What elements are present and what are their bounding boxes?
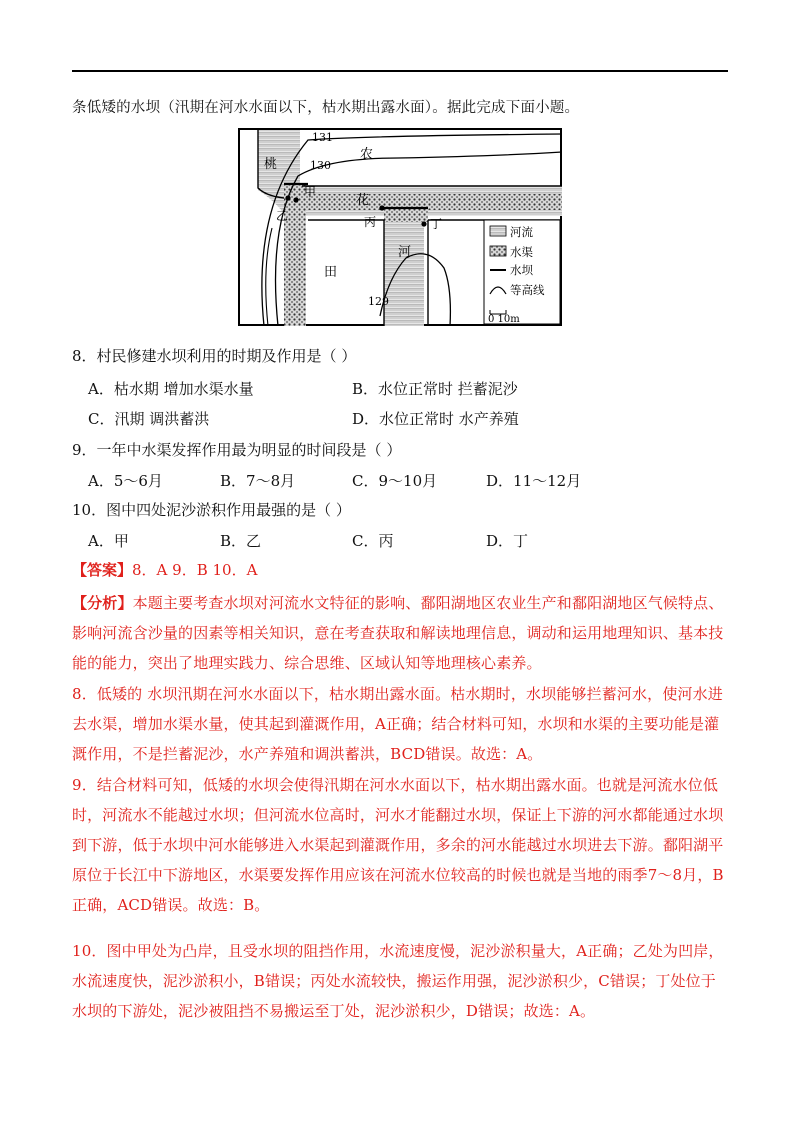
contour-label-131: 131 bbox=[312, 131, 333, 144]
canal-horizontal bbox=[304, 194, 562, 210]
q8-option-c: C．汛期 调洪蓄洪 bbox=[88, 410, 210, 428]
answer-text: 8．A 9．B 10．A bbox=[132, 561, 258, 579]
label-he: 河 bbox=[398, 245, 412, 260]
legend-river: 河流 bbox=[510, 225, 533, 239]
q9-option-c: C．9～10月 bbox=[352, 472, 438, 490]
explanation-8: 8．低矮的 水坝汛期在河水水面以下，枯水期出露水面。枯水期时，水坝能够拦蓄河水，使河水进去水渠，增加水渠水量，使其起到灌溉作用，A正确；结合材料可知，水坝和水渠的主要功能是灌溉作用，不是拦蓄泥沙，水产养殖和调洪蓄洪，BCD错误。故选：A。 bbox=[72, 685, 723, 763]
q10-option-a: A．甲 bbox=[88, 532, 129, 550]
analysis-text: 本题主要考查水坝对河流水文特征的影响、鄱阳湖地区农业生产和鄱阳湖地区气候特点、影响河流含沙量的因素等相关知识，意在考查获取和解读地理信息，调动和运用地理知识、基本技能的能力，突出了地理实践力、综合思维、区域认知等地理核心素养。 bbox=[72, 594, 724, 672]
canal-bing bbox=[384, 208, 428, 222]
canal-vertical bbox=[284, 184, 306, 326]
explanation-9: 9．结合材料可知，低矮的水坝会使得汛期在河水水面以下，枯水期出露水面。也就是河流水位低时，河流水不能越过水坝；但河流水位高时，河水才能翻过水坝，保证上下游的河水都能通过水坝到下游，低于水坝中河水能够进入水渠起到灌溉作用，多余的河水能越过水坝进去下游。鄱阳湖平原位于长江中下游地区，水渠要发挥作用应该在河流水位较高的时候也就是当地的雨季7～8月，B正确，ACD错误。故选：B。 bbox=[72, 776, 724, 914]
answer-line bbox=[72, 560, 257, 580]
legend-dam: 水坝 bbox=[510, 263, 533, 277]
point-yi bbox=[285, 195, 290, 200]
header-rule bbox=[72, 70, 728, 72]
question-10-stem: 10．图中四处泥沙淤积作用最强的是（ ） bbox=[72, 501, 351, 519]
point-jia bbox=[293, 197, 298, 202]
label-ding: 丁 bbox=[430, 217, 443, 231]
label-hua: 花 bbox=[356, 193, 370, 208]
contour-label-130: 130 bbox=[310, 159, 331, 172]
label-tao: 桃 bbox=[264, 157, 278, 172]
question-9-stem: 9．一年中水渠发挥作用最为明显的时间段是（ ） bbox=[72, 441, 402, 459]
label-bing: 丙 bbox=[364, 215, 377, 229]
q8-option-a: A．枯水期 增加水渠水量 bbox=[88, 380, 254, 398]
point-ding bbox=[421, 221, 426, 226]
explanation-10: 10．图中甲处为凸岸，且受水坝的阻挡作用，水流速度慢，泥沙淤积量大，A正确；乙处为凹岸，水流速度快，泥沙淤积小，B错误；丙处水流较快，搬运作用强，泥沙淤积少，C错误；丁处位于水坝的下游处，泥沙被阻挡不易搬运至丁处，泥沙淤积少，D错误；故选：A。 bbox=[72, 942, 724, 1020]
intro-text: 条低矮的水坝（汛期在河水水面以下，枯水期出露水面）。据此完成下面小题。 bbox=[72, 100, 580, 116]
q8-option-b: B．水位正常时 拦蓄泥沙 bbox=[352, 380, 518, 398]
question-8-stem: 8．村民修建水坝利用的时期及作用是（ ） bbox=[72, 347, 357, 365]
q9-option-a: A．5～6月 bbox=[88, 472, 163, 490]
label-jia: 甲 bbox=[304, 185, 317, 199]
legend-canal: 水渠 bbox=[510, 245, 533, 259]
label-tian: 田 bbox=[324, 265, 338, 280]
analysis-tag: 【分析】 bbox=[72, 594, 133, 612]
q9-option-b: B．7～8月 bbox=[220, 472, 296, 490]
river-dam-map bbox=[238, 128, 562, 326]
legend-scale: 0 10m bbox=[488, 314, 520, 325]
legend-contour: 等高线 bbox=[510, 283, 545, 297]
contour-label-129: 129 bbox=[368, 295, 389, 308]
map-legend bbox=[484, 220, 560, 325]
point-bing bbox=[379, 205, 384, 210]
label-yi: 乙 bbox=[276, 209, 289, 223]
q10-option-d: D．丁 bbox=[486, 532, 529, 550]
answer-tag: 【答案】 bbox=[72, 561, 133, 579]
q8-option-d: D．水位正常时 水产养殖 bbox=[352, 410, 519, 428]
analysis-paragraph bbox=[72, 588, 728, 678]
q10-option-c: C．丙 bbox=[352, 532, 394, 550]
q9-option-d: D．11～12月 bbox=[486, 472, 582, 490]
river-vertical bbox=[384, 216, 424, 326]
q10-option-b: B．乙 bbox=[220, 532, 262, 550]
label-nong: 农 bbox=[360, 147, 374, 162]
